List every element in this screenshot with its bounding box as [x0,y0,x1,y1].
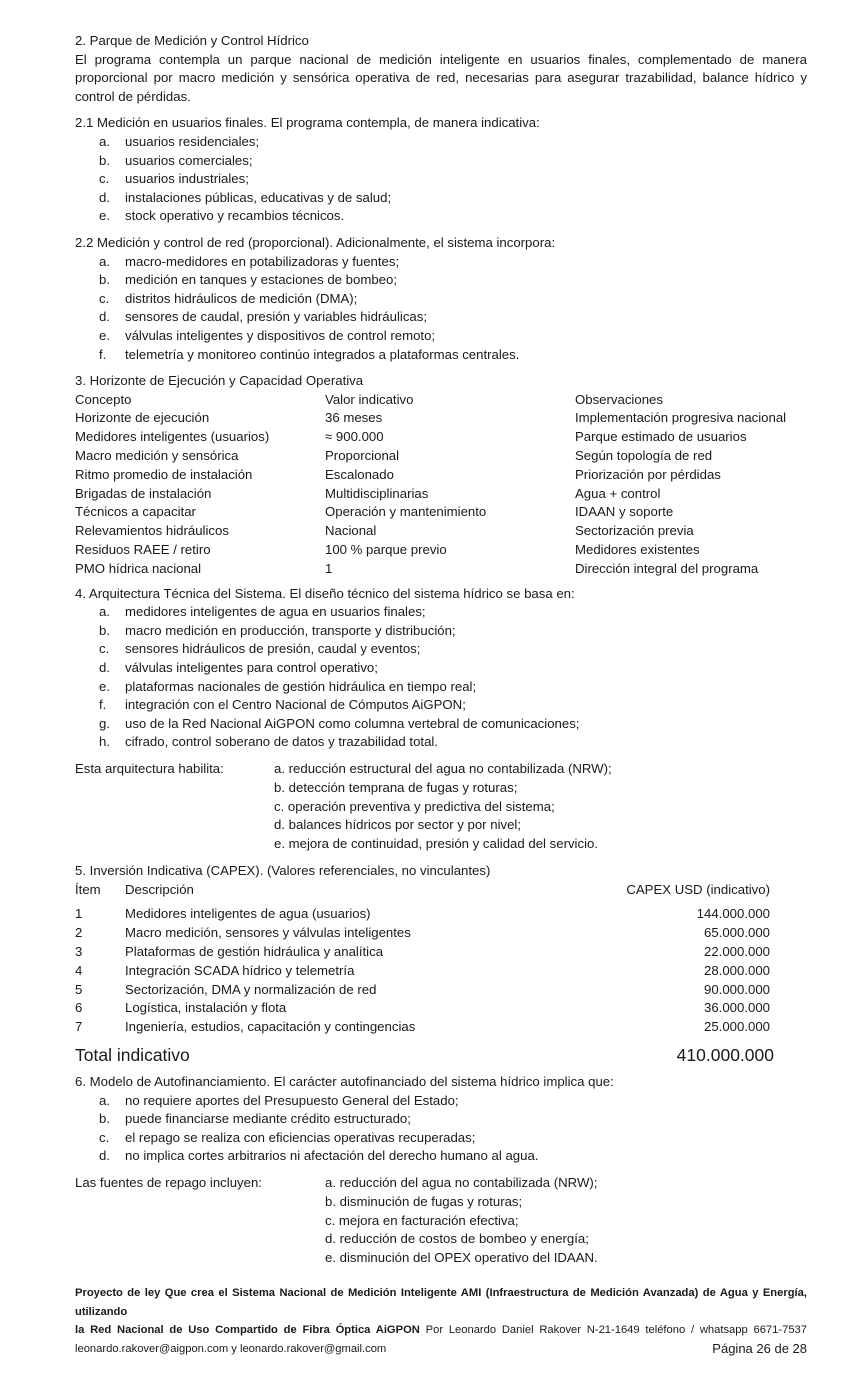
architecture-enables-block [75,760,807,854]
list-item: a. medidores inteligentes de agua en usuarios finales; [99,604,426,620]
list-item: e. disminución del OPEX operativo del IDAAN. [325,1250,598,1266]
list-item: d. sensores de caudal, presión y variables hidráulicas; [99,309,428,325]
section-3-title: 3. Horizonte de Ejecución y Capacidad Operativa [75,373,364,389]
capex-total-row [75,1043,807,1067]
list-item: d. válvulas inteligentes para control operativo; [99,660,378,676]
footer-bill-title: Proyecto de ley Que crea el Sistema Nacional de Medición Inteligente AMI (Infraestructura de Medición Avanzada) de Agua y Energía, utilizando [75,1287,807,1318]
list-item: b. detección temprana de fugas y roturas; [274,779,518,795]
table-row: 7 Ingeniería, estudios, capacitación y contingencias 25.000.000 [75,1019,770,1035]
list-item: b. disminución de fugas y roturas; [325,1193,523,1209]
table-row: Técnicos a capacitar Operación y mantenimiento IDAAN y soporte [75,504,674,520]
section-2-intro: El programa contempla un parque nacional de medición inteligente en usuarios finales, complementado de manera proporcional por macro medición y sensórica operativa de red, necesarias para asegurar trazabilidad, balance hídrico y control de pérdidas. [75,51,807,104]
list-item: h. cifrado, control soberano de datos y trazabilidad total. [99,734,439,750]
table-row: 4 Integración SCADA hídrico y telemetría 28.000.000 [75,962,770,978]
table-row: Horizonte de ejecución 36 meses Implementación progresiva nacional [75,410,787,426]
document-page [75,32,807,1268]
table-row: PMO hídrica nacional 1 Dirección integral del programa [75,560,759,576]
section-6-title: 6. Modelo de Autofinanciamiento. El carácter autofinanciado del sistema hídrico implica que: [75,1073,614,1089]
footer-network-name: la Red Nacional de Uso Compartido de Fibra Óptica AiGPON [75,1324,420,1336]
table-row: 5 Sectorización, DMA y normalización de red 90.000.000 [75,981,770,997]
list-item: e. mejora de continuidad, presión y calidad del servicio. [274,836,599,852]
table-row: Brigadas de instalación Multidisciplinarias Agua + control [75,485,661,501]
section-4-list [75,603,807,752]
table-row: Relevamientos hidráulicos Nacional Sectorización previa [75,523,694,539]
list-item: a. reducción del agua no contabilizada (NRW); [325,1174,598,1190]
capacity-table [75,391,807,579]
list-item: e. stock operativo y recambios técnicos. [99,208,345,224]
list-item: c. usuarios industriales; [99,171,249,187]
list-item: c. mejora en facturación efectiva; [325,1212,519,1228]
total-label: Total indicativo [75,1044,190,1065]
column-header: Valor indicativo [325,391,414,407]
section-2-1-list [75,133,807,226]
column-header: Observaciones [575,391,663,407]
section-2-1-title: 2.1 Medición en usuarios finales. El programa contempla, de manera indicativa: [75,115,540,131]
section-2-2-title: 2.2 Medición y control de red (proporcional). Adicionalmente, el sistema incorpora: [75,234,556,250]
table-row: Residuos RAEE / retiro 100 % parque previo Medidores existentes [75,542,700,558]
total-value: 410.000.000 [676,1044,774,1065]
list-item: d. instalaciones públicas, educativas y de salud; [99,189,392,205]
section-2-title: 2. Parque de Medición y Control Hídrico [75,33,309,48]
repayment-sources-block [75,1174,807,1268]
section-4-title: 4. Arquitectura Técnica del Sistema. El diseño técnico del sistema hídrico se basa en: [75,585,575,601]
list-item: f. integración con el Centro Nacional de Cómputos AiGPON; [99,697,466,713]
column-header: CAPEX USD (indicativo) [626,881,770,897]
list-item: d. reducción de costos de bombeo y energía; [325,1231,589,1247]
footer-emails: leonardo.rakover@aigpon.com y leonardo.rakover@gmail.com [75,1342,387,1355]
list-item: b. macro medición en producción, transporte y distribución; [99,622,456,638]
table-row: 1 Medidores inteligentes de agua (usuarios) 144.000.000 [75,906,770,922]
list-item: d. no implica cortes arbitrarios ni afectación del derecho humano al agua. [99,1148,539,1164]
column-header: Concepto [75,391,132,407]
table-header-row [75,881,807,906]
list-item: c. el repago se realiza con eficiencias operativas recuperadas; [99,1129,476,1145]
sources-label: Las fuentes de repago incluyen: [75,1174,262,1190]
list-item: d. balances hídricos por sector y por nivel; [274,817,522,833]
enables-list [274,760,612,854]
enables-label: Esta arquitectura habilita: [75,761,224,776]
list-item: c. distritos hidráulicos de medición (DMA); [99,290,358,306]
page-footer [75,1284,807,1358]
capex-table [75,881,807,1037]
list-item: g. uso de la Red Nacional AiGPON como columna vertebral de comunicaciones; [99,715,580,731]
table-row: Medidores inteligentes (usuarios) ≈ 900.000 Parque estimado de usuarios [75,429,747,445]
list-item: e. válvulas inteligentes y dispositivos de control remoto; [99,327,436,343]
table-row: Ritmo promedio de instalación Escalonado Priorización por pérdidas [75,466,721,482]
table-row: 6 Logística, instalación y flota 36.000.000 [75,1000,770,1016]
list-item: a. macro-medidores en potabilizadoras y fuentes; [99,253,400,269]
list-item: b. puede financiarse mediante crédito estructurado; [99,1111,411,1127]
list-item: a. no requiere aportes del Presupuesto General del Estado; [99,1092,459,1108]
table-row: 2 Macro medición, sensores y válvulas inteligentes 65.000.000 [75,925,770,941]
sources-list [325,1174,598,1268]
column-header: Ítem [75,881,101,897]
list-item: f. telemetría y monitoreo continúo integrados a plataformas centrales. [99,346,520,362]
table-row: Macro medición y sensórica Proporcional Según topología de red [75,448,713,464]
column-header: Descripción [125,881,194,897]
list-item: a. reducción estructural del agua no contabilizada (NRW); [274,761,612,776]
page-number: Página 26 de 28 [712,1340,807,1356]
list-item: b. medición en tanques y estaciones de bombeo; [99,272,397,288]
table-row: 3 Plataformas de gestión hidráulica y analítica 22.000.000 [75,943,770,959]
footer-author: Por Leonardo Daniel Rakover N-21-1649 teléfono / whatsapp 6671-7537 [419,1324,807,1336]
section-2-2-list [75,253,807,365]
list-item: b. usuarios comerciales; [99,152,253,168]
section-6-list [75,1092,807,1166]
list-item: c. operación preventiva y predictiva del sistema; [274,798,555,814]
table-header-row [75,391,807,410]
list-item: e. plataformas nacionales de gestión hidráulica en tiempo real; [99,678,477,694]
list-item: c. sensores hidráulicos de presión, caudal y eventos; [99,641,421,657]
section-5-title: 5. Inversión Indicativa (CAPEX). (Valores referenciales, no vinculantes) [75,862,491,878]
list-item: a. usuarios residenciales; [99,133,260,149]
